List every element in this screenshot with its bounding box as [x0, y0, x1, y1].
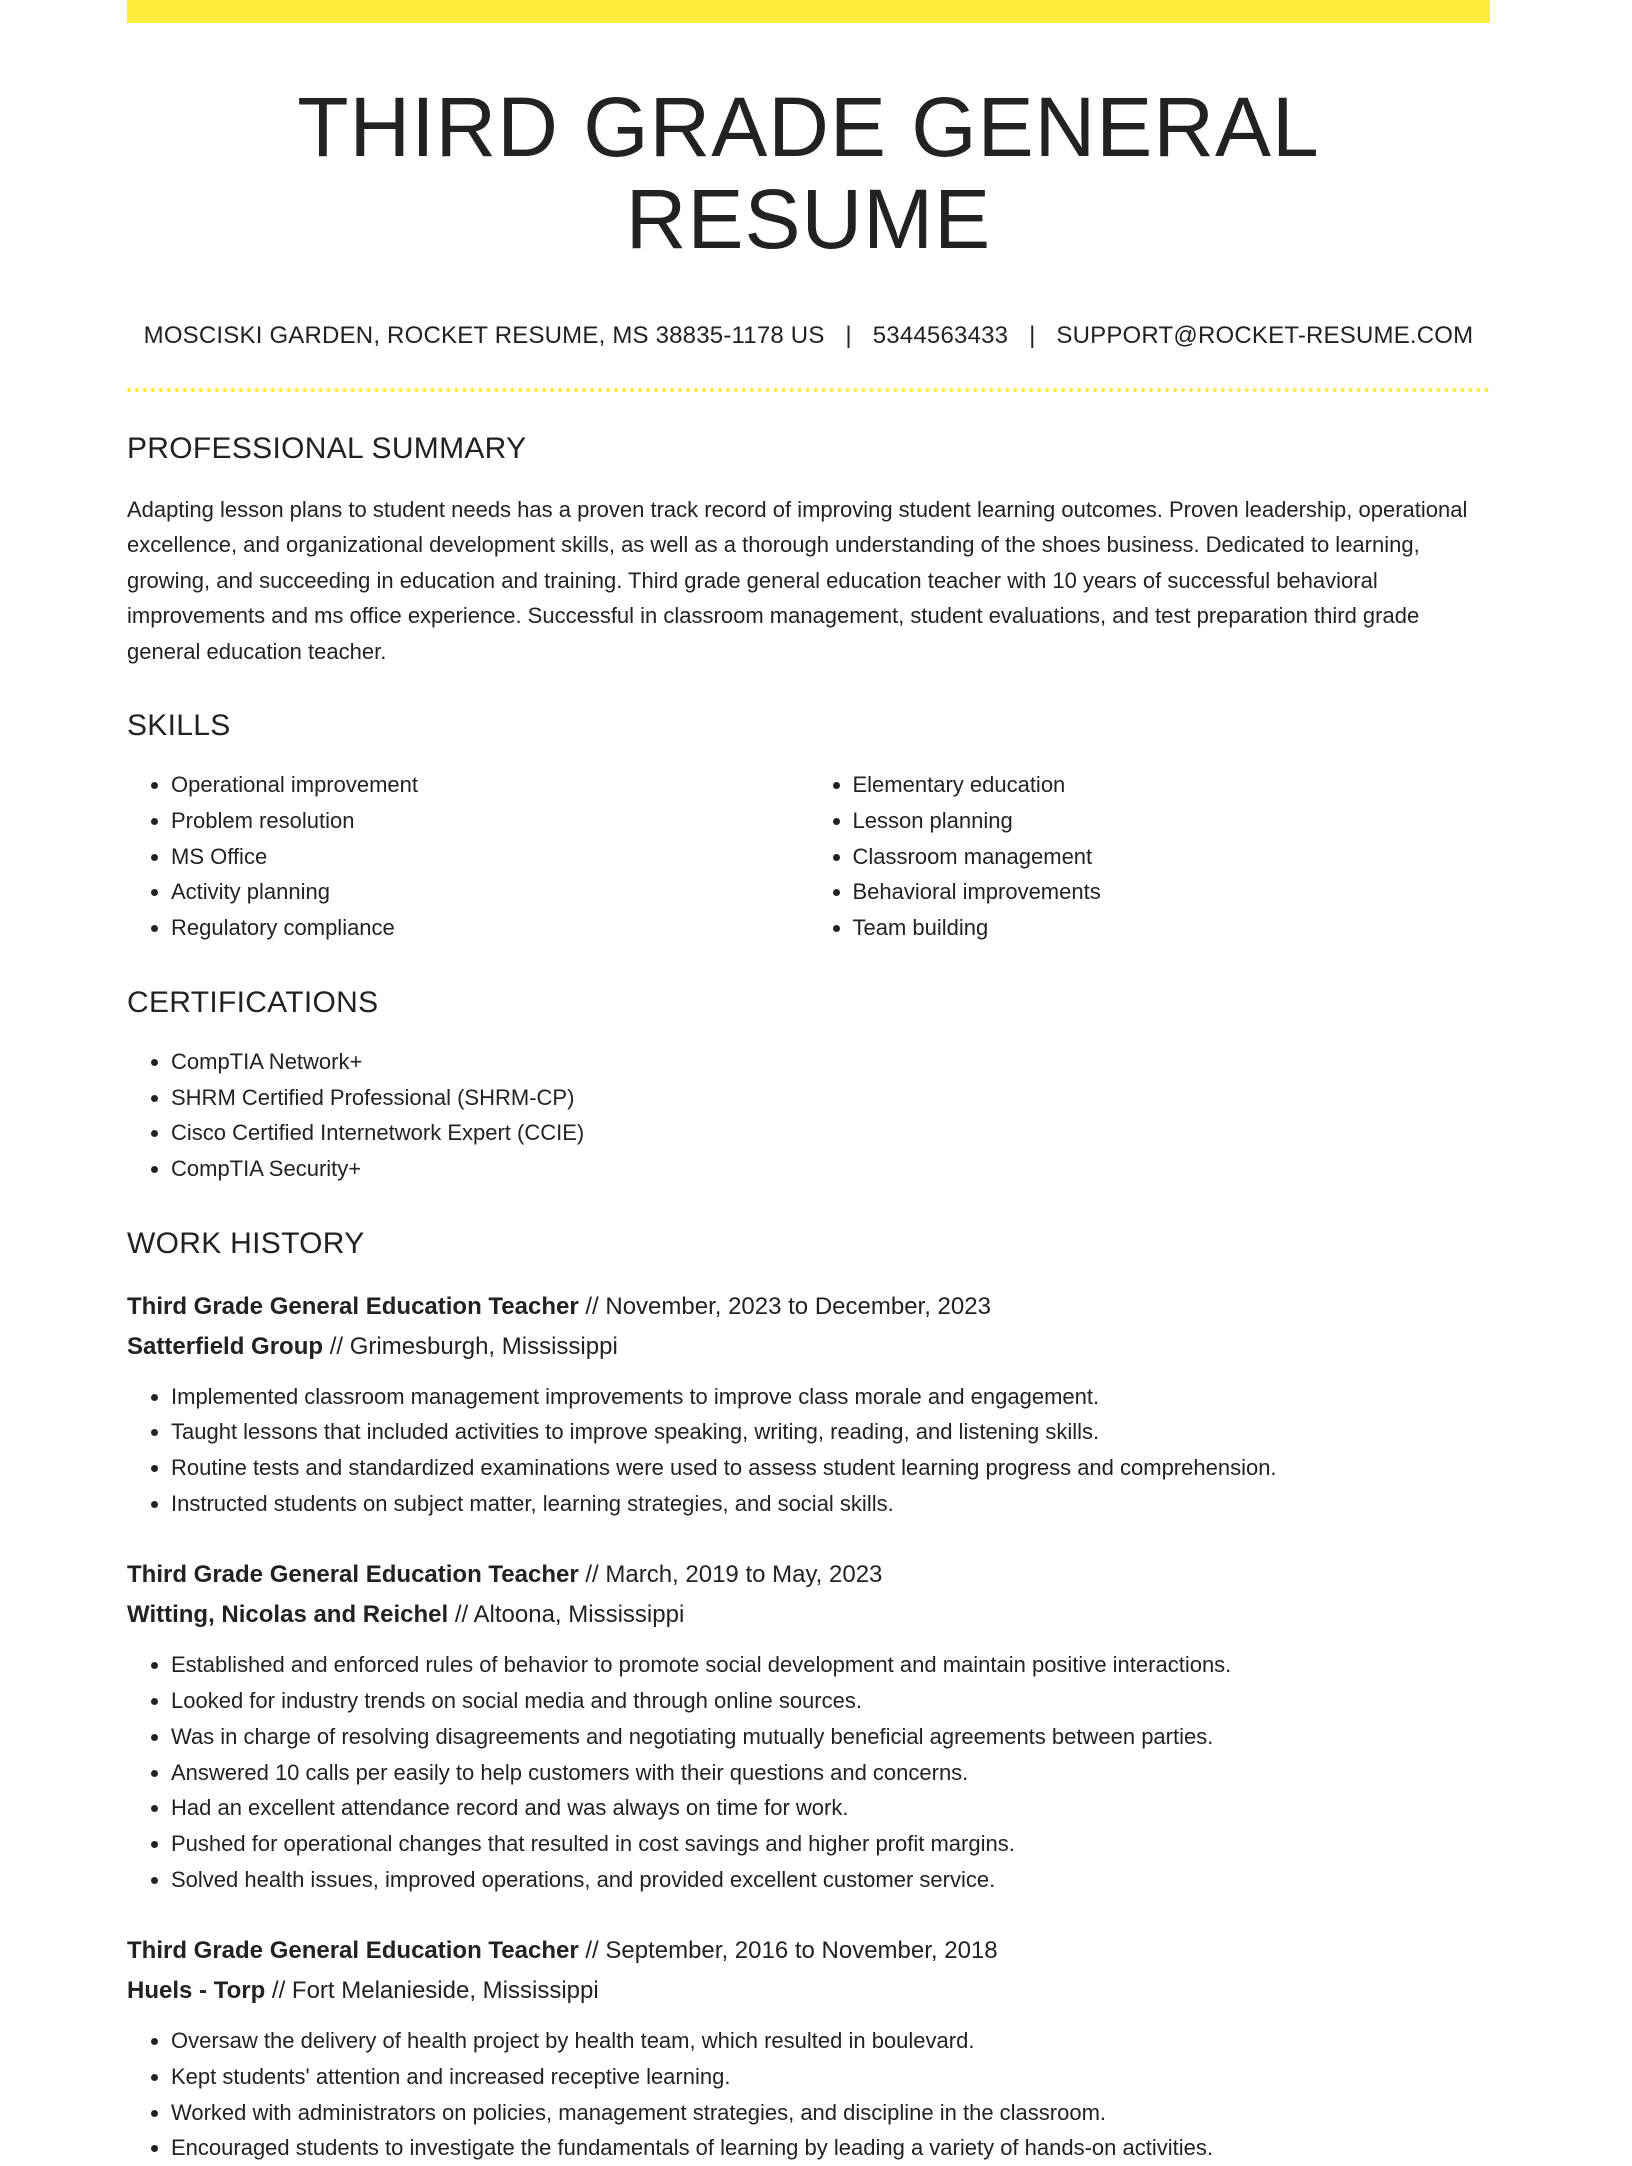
certifications-section [127, 986, 1490, 1187]
job-company: Huels - Torp [127, 1977, 266, 2005]
skill-item: • Problem resolution [171, 803, 809, 839]
skill-item: • Elementary education [853, 767, 1491, 803]
job-entry [127, 1931, 1490, 2166]
skill-item: • Activity planning [171, 874, 809, 910]
certification-item: • Cisco Certified Internetwork Expert (CCIE) [171, 1115, 1490, 1151]
job-dates: // November, 2023 to December, 2023 [585, 1292, 991, 1320]
skill-item: • Classroom management [853, 839, 1491, 875]
job-location: // Grimesburgh, Mississippi [329, 1332, 618, 1360]
summary-text: Adapting lesson plans to student needs has a proven track record of improving student learning outcomes. Proven leadership, operational excellence, and organizational development skills, as well as a thorough understanding of the shoes business. Dedicated to learning, growing, and succeeding in education and training. Third grade general education teacher with 10 years of successful behavioral improvements and ms office experience. Successful in classroom management, student evaluations, and test preparation third grade general education teacher. [127, 496, 1468, 664]
job-bullet: • Worked with administrators on policies, management strategies, and discipline in the classroom. [171, 2095, 1490, 2131]
job-entry [127, 1287, 1490, 1522]
job-dates: // March, 2019 to May, 2023 [585, 1561, 883, 1589]
accent-top-bar [127, 0, 1490, 23]
skill-item: • Operational improvement [171, 767, 809, 803]
certification-item: • CompTIA Network+ [171, 1044, 1490, 1080]
job-location: // Altoona, Mississippi [454, 1601, 685, 1629]
contact-separator: | [1029, 321, 1036, 349]
job-entry [127, 1555, 1490, 1897]
skill-item: • Team building [853, 910, 1491, 946]
job-bullets [127, 1379, 1490, 1522]
skills-list-left [127, 767, 809, 946]
skills-list-right [809, 767, 1491, 946]
job-bullet: • Encouraged students to investigate the fundamentals of learning by leading a variety of hands-on activities. [171, 2130, 1490, 2166]
job-title-line [127, 1931, 1490, 1971]
job-bullet: • Instructed students on subject matter, learning strategies, and social skills. [171, 1486, 1490, 1522]
job-bullet: • Was in charge of resolving disagreements and negotiating mutually beneficial agreements between parties. [171, 1719, 1490, 1755]
resume-title: THIRD GRADE GENERAL RESUME [297, 80, 1320, 267]
certifications-heading: CERTIFICATIONS [127, 985, 379, 1019]
job-bullet: • Pushed for operational changes that resulted in cost savings and higher profit margins. [171, 1826, 1490, 1862]
job-title: Third Grade General Education Teacher [127, 1937, 579, 1965]
job-company: Satterfield Group [127, 1332, 324, 1360]
skills-columns [127, 767, 1490, 946]
job-company-line [127, 1327, 1490, 1367]
job-bullets [127, 1647, 1490, 1897]
job-bullet: • Established and enforced rules of behavior to promote social development and maintain positive interactions. [171, 1647, 1490, 1683]
contact-separator: | [845, 321, 852, 349]
summary-section [127, 432, 1490, 670]
skill-item: • Lesson planning [853, 803, 1491, 839]
certifications-list [127, 1044, 1490, 1187]
certification-item: • CompTIA Security+ [171, 1151, 1490, 1187]
job-bullet: • Taught lessons that included activities to improve speaking, writing, reading, and listening skills. [171, 1414, 1490, 1450]
job-dates: // September, 2016 to November, 2018 [585, 1937, 998, 1965]
job-bullet: • Answered 10 calls per easily to help customers with their questions and concerns. [171, 1755, 1490, 1791]
contact-line [127, 322, 1490, 350]
skill-item: • MS Office [171, 839, 809, 875]
job-bullet: • Had an excellent attendance record and was always on time for work. [171, 1790, 1490, 1826]
job-bullet: • Looked for industry trends on social media and through online sources. [171, 1683, 1490, 1719]
certification-item: • SHRM Certified Professional (SHRM-CP) [171, 1080, 1490, 1116]
job-bullet: • Routine tests and standardized examinations were used to assess student learning progress and comprehension. [171, 1450, 1490, 1486]
job-company-line [127, 1595, 1490, 1635]
contact-email: SUPPORT@ROCKET-RESUME.COM [1056, 321, 1474, 349]
job-title: Third Grade General Education Teacher [127, 1292, 579, 1320]
skills-heading: SKILLS [127, 709, 231, 743]
job-bullet: • Kept students' attention and increased receptive learning. [171, 2059, 1490, 2095]
job-bullets [127, 2023, 1490, 2166]
skill-item: • Regulatory compliance [171, 910, 809, 946]
job-title-line [127, 1287, 1490, 1327]
resume-content [127, 23, 1490, 2166]
dotted-divider [127, 388, 1490, 392]
job-title-line [127, 1555, 1490, 1595]
job-bullet: • Implemented classroom management improvements to improve class morale and engagement. [171, 1379, 1490, 1415]
job-title: Third Grade General Education Teacher [127, 1561, 579, 1589]
job-location: // Fort Melanieside, Mississippi [271, 1977, 599, 2005]
contact-address: MOSCISKI GARDEN, ROCKET RESUME, MS 38835-1178 US [143, 321, 825, 349]
job-bullet: • Oversaw the delivery of health project by health team, which resulted in boulevard. [171, 2023, 1490, 2059]
work-history-section [127, 1227, 1490, 2166]
skill-item: • Behavioral improvements [853, 874, 1491, 910]
summary-heading: PROFESSIONAL SUMMARY [127, 431, 527, 465]
work-history-heading: WORK HISTORY [127, 1226, 365, 1260]
contact-phone: 5344563433 [872, 321, 1009, 349]
skills-section [127, 709, 1490, 946]
job-company-line [127, 1971, 1490, 2011]
job-bullet: • Solved health issues, improved operations, and provided excellent customer service. [171, 1862, 1490, 1898]
job-company: Witting, Nicolas and Reichel [127, 1601, 449, 1629]
